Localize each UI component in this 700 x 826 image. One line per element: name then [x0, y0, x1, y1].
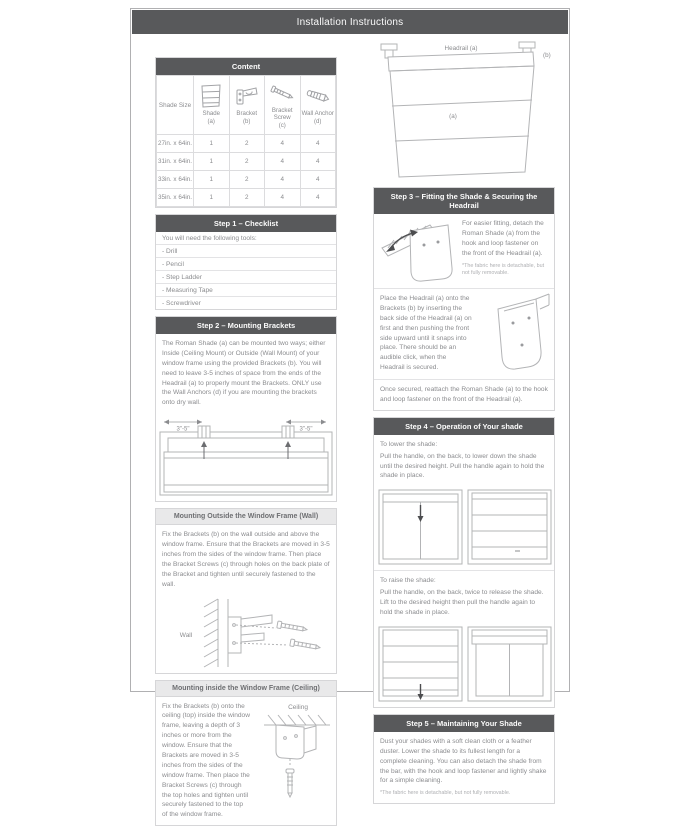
ceiling-mount-section	[155, 680, 337, 826]
content-col-label: Wall Anchor	[302, 110, 335, 118]
step3-row-snap	[374, 289, 554, 380]
qty-cell: 2	[229, 135, 265, 153]
table-row	[157, 153, 336, 171]
shade-size-cell: 27in. x 64in.	[157, 135, 194, 153]
qty-cell: 2	[229, 171, 265, 189]
step4-raise-heading: To raise the shade:	[380, 576, 548, 586]
ceiling-mount-diagram	[256, 701, 334, 797]
step3-section	[373, 187, 555, 411]
bracket-label: (b)	[543, 52, 551, 59]
step3-note1: *The fabric here is detachable, but not fully removable.	[462, 263, 548, 278]
step3-row-reattach	[374, 380, 554, 410]
step1-title: Step 1 – Checklist	[156, 215, 336, 232]
step5-block	[374, 732, 554, 803]
window-shade-raised-arrow-diagram	[378, 489, 463, 565]
content-col-label: Bracket Screw	[266, 107, 299, 122]
content-col-sub: (b)	[231, 118, 264, 126]
wall-mount-body: Fix the Brackets (b) on the wall outside and above the window frame. Ensure that the Brackets are moved in 3-5 inches from the sides of the window frame. Then place the Bracket Screws (c) through holes on the back plate of the Bracket and tighten until securely fastened to the wall.	[156, 525, 336, 594]
content-col-anchor	[300, 76, 336, 135]
wall-label: Wall	[180, 632, 193, 639]
qty-cell: 4	[300, 135, 336, 153]
step3-para3: Once secured, reattach the Roman Shade (a) to the hook and loop fastener on the front of the Headrail (a).	[374, 380, 554, 410]
step4-lower-block	[374, 435, 554, 487]
step4-raise-body: Pull the handle, on the back, twice to release the shade. Lift to the desired height then pull the handle again to hold the shade in place.	[380, 588, 548, 618]
qty-cell: 1	[194, 171, 230, 189]
step4-raise-diagrams	[374, 623, 554, 707]
shade-icon	[195, 84, 228, 108]
qty-cell: 4	[265, 135, 301, 153]
range-label-left: 3"-5"	[177, 427, 190, 433]
left-column	[155, 35, 337, 826]
step5-section	[373, 714, 555, 804]
page-title: Installation Instructions	[132, 10, 568, 34]
qty-cell: 4	[300, 171, 336, 189]
content-col-screw	[265, 76, 301, 135]
content-col-shade	[194, 76, 230, 135]
qty-cell: 1	[194, 153, 230, 171]
table-row	[157, 189, 336, 207]
qty-cell: 4	[300, 153, 336, 171]
list-item: - Drill	[156, 245, 336, 258]
window-shade-partial-diagram	[467, 489, 552, 565]
step2-body: The Roman Shade (a) can be mounted two ways; either Inside (Ceiling Mount) or Outside (Wall Mount) of your window frame using the provided Brackets (b). You will need to leave 3-5 inches of space from the ends of the Headrail (a) to properly mount the Brackets. ONLY use the Wall Anchors (d) if you are mounting the brackets onto dry wall.	[156, 334, 336, 413]
content-col-bracket	[229, 76, 265, 135]
qty-cell: 4	[265, 189, 301, 207]
right-column	[373, 35, 555, 826]
qty-cell: 4	[300, 189, 336, 207]
qty-cell: 1	[194, 189, 230, 207]
qty-cell: 4	[265, 171, 301, 189]
step3-row-detach	[374, 214, 554, 289]
qty-cell: 2	[229, 153, 265, 171]
snap-headrail-diagram	[478, 293, 550, 377]
step5-note: *The fabric here is detachable, but not fully removable.	[380, 790, 548, 798]
table-row	[157, 135, 336, 153]
step3-para1-block	[456, 214, 554, 288]
step4-section	[373, 417, 555, 708]
step4-lower-diagrams	[374, 486, 554, 570]
step2-section	[155, 316, 337, 502]
content-table	[156, 75, 336, 207]
step4-title: Step 4 – Operation of Your shade	[374, 418, 554, 435]
content-col-sub: (c)	[266, 122, 299, 130]
headrail-label: Headrail (a)	[445, 45, 478, 52]
content-title: Content	[156, 58, 336, 75]
wall-mount-title: Mounting Outside the Window Frame (Wall)	[156, 509, 336, 525]
qty-cell: 1	[194, 135, 230, 153]
shade-size-cell: 33in. x 64in.	[157, 171, 194, 189]
ceiling-mount-title: Mounting inside the Window Frame (Ceiling)	[156, 681, 336, 697]
step4-raise-block	[374, 570, 554, 623]
roman-shade-diagram	[373, 41, 555, 183]
content-col-label: Shade	[195, 110, 228, 118]
window-shade-raised-diagram	[467, 626, 552, 702]
step3-title: Step 3 – Fitting the Shade & Securing the Headrail	[374, 188, 554, 214]
screw-icon	[266, 81, 299, 105]
content-col-sub: (d)	[302, 118, 335, 126]
shade-size-cell: 31in. x 64in.	[157, 153, 194, 171]
content-col-sub: (a)	[195, 118, 228, 126]
range-label-right: 3"-5"	[300, 427, 313, 433]
columns	[131, 35, 569, 826]
anchor-icon	[302, 84, 335, 108]
instruction-sheet	[130, 8, 570, 692]
step2-title: Step 2 – Mounting Brackets	[156, 317, 336, 334]
wall-mount-section	[155, 508, 337, 673]
step4-lower-body: Pull the handle, on the back, to lower down the shade until the desired height. Pull the handle again to hold the shade in place.	[380, 452, 548, 482]
content-row-header: Shade Size	[157, 76, 194, 135]
step4-lower-heading: To lower the shade:	[380, 440, 548, 450]
shade-label: (a)	[449, 113, 457, 120]
content-header-row	[157, 76, 336, 135]
ceiling-label: Ceiling	[288, 704, 308, 711]
shade-size-cell: 35in. x 64in.	[157, 189, 194, 207]
window-shade-lowered-arrow-diagram	[378, 626, 463, 702]
list-item: - Screwdriver	[156, 297, 336, 309]
content-col-label: Bracket	[231, 110, 264, 118]
step3-para1: For easier fitting, detach the Roman Shade (a) from the hook and loop fastener on the front of the Headrail (a).	[462, 219, 548, 259]
step1-section	[155, 214, 337, 310]
bracket-icon	[231, 84, 264, 108]
list-item: - Measuring Tape	[156, 284, 336, 297]
wall-mount-diagram	[162, 597, 330, 669]
step5-title: Step 5 – Maintaining Your Shade	[374, 715, 554, 732]
detach-shade-diagram	[378, 218, 456, 286]
step5-body: Dust your shades with a soft clean cloth or a feather duster. Lower the shade to its fullest length for a complete cleaning. You can also detach the shade from the bar, with the hook and loop fastener and lightly shake for a simple cleaning.	[380, 737, 548, 786]
checklist-intro: You will need the following tools:	[156, 232, 336, 245]
qty-cell: 2	[229, 189, 265, 207]
step3-para2: Place the Headrail (a) onto the Brackets (b) by inserting the back side of the Headrail (a) on first and then pushing the front side upward until it snaps into place. There should be an audible click, when the Headrail is secured.	[374, 289, 478, 379]
content-section	[155, 57, 337, 208]
list-item: - Step Ladder	[156, 271, 336, 284]
list-item: - Pencil	[156, 258, 336, 271]
table-row	[157, 171, 336, 189]
bracket-spacing-diagram	[158, 415, 334, 497]
qty-cell: 4	[265, 153, 301, 171]
ceiling-mount-body: Fix the Brackets (b) onto the ceiling (top) inside the window frame, leaving a depth of 3 inches or more from the window. Ensure that the Brackets are moved in 3-5 inches from the sides of the window frame. Then place the Bracket Screws (c) through the top holes and tighten until securely fastened to the top of the window frame.	[156, 697, 256, 826]
